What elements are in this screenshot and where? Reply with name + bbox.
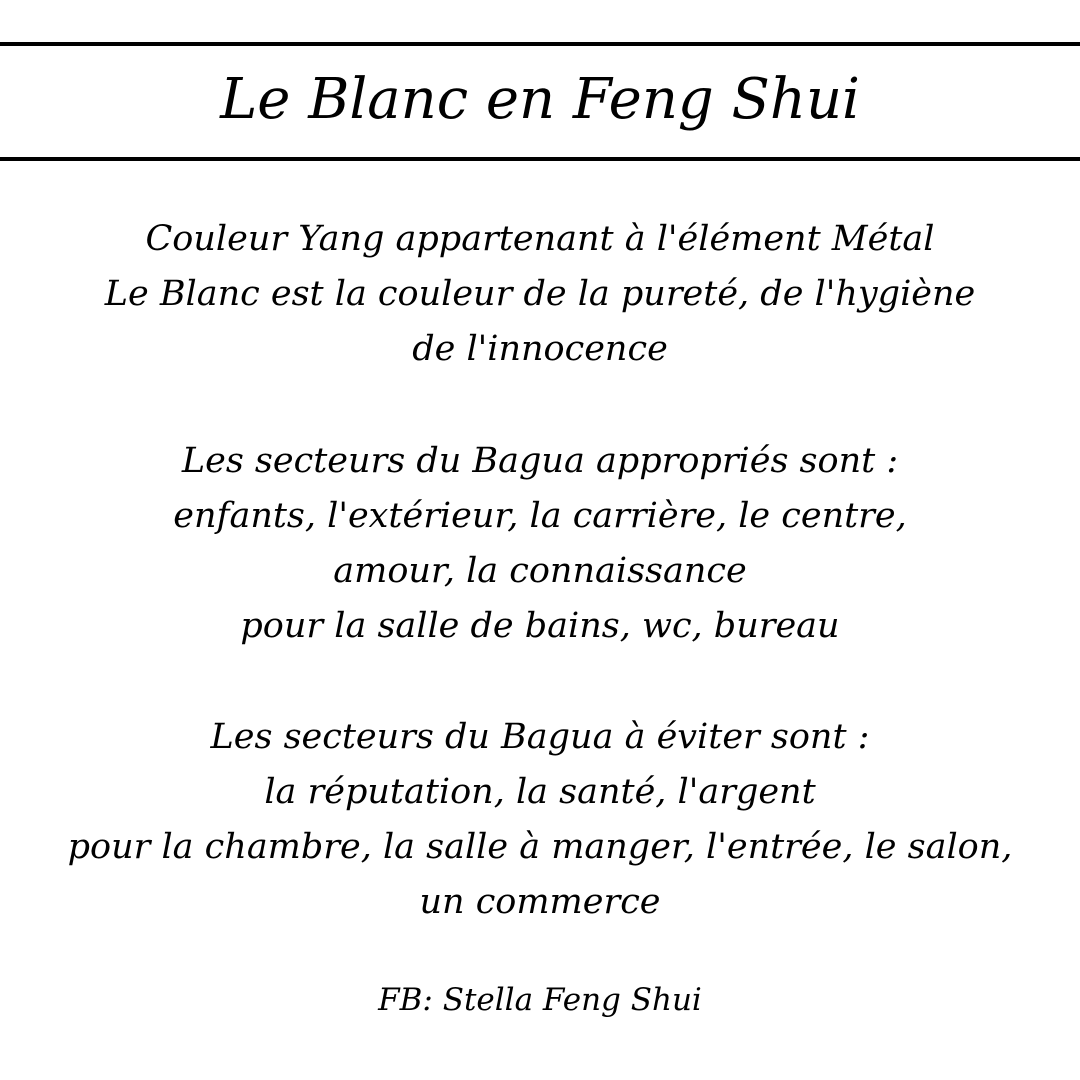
intro-line: Couleur Yang appartenant à l'élément Métal <box>145 219 935 259</box>
intro-paragraph <box>0 212 1080 377</box>
appropriate-sectors-heading: Les secteurs du Bagua appropriés sont : <box>181 441 899 481</box>
page-title: Le Blanc en Feng Shui <box>220 67 860 132</box>
bottom-divider <box>0 157 1080 161</box>
appropriate-sectors-line: enfants, l'extérieur, la carrière, le centre, <box>173 496 907 536</box>
appropriate-sectors-line: pour la salle de bains, wc, bureau <box>240 606 840 646</box>
intro-line: Le Blanc est la couleur de la pureté, de l'hygiène <box>104 274 976 314</box>
avoid-sectors-line: pour la chambre, la salle à manger, l'entrée, le salon, <box>67 827 1013 867</box>
avoid-sectors-line: un commerce <box>419 882 661 922</box>
avoid-sectors-paragraph <box>0 710 1080 930</box>
top-divider <box>0 42 1080 46</box>
avoid-sectors-line: la réputation, la santé, l'argent <box>264 772 816 812</box>
appropriate-sectors-paragraph <box>0 434 1080 654</box>
appropriate-sectors-line: amour, la connaissance <box>333 551 747 591</box>
facebook-credit: FB: Stella Feng Shui <box>378 982 702 1018</box>
intro-line: de l'innocence <box>412 329 668 369</box>
avoid-sectors-heading: Les secteurs du Bagua à éviter sont : <box>210 717 870 757</box>
